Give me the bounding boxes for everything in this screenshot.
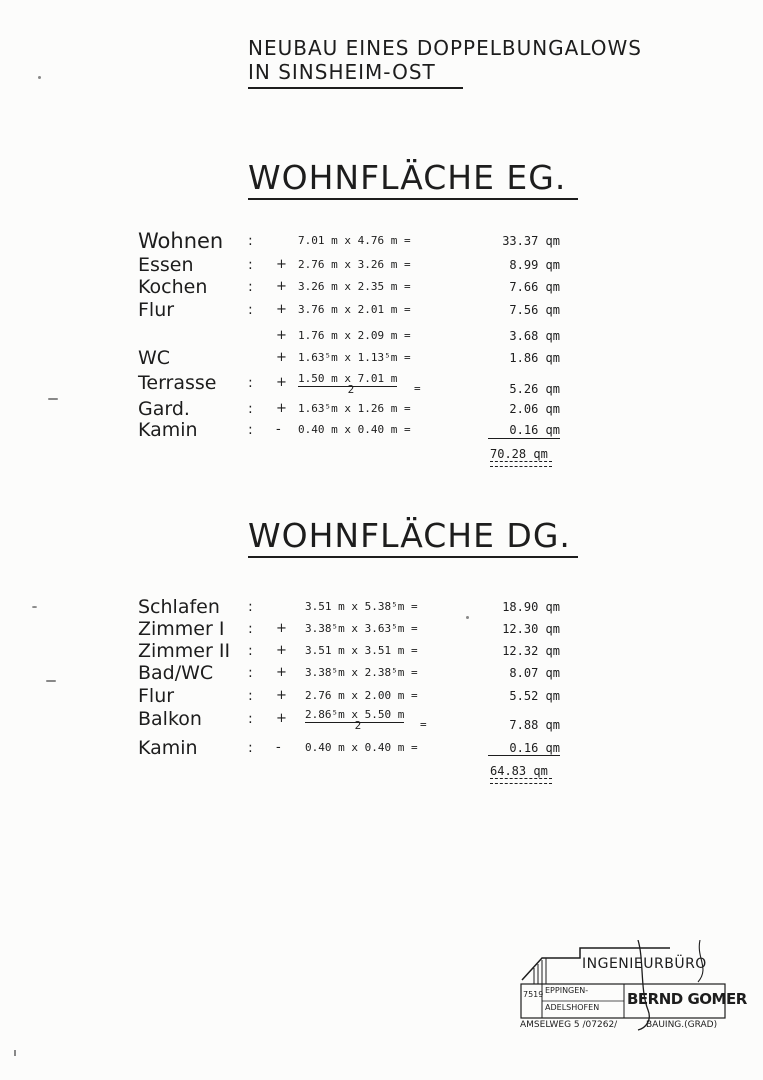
row-equals: =	[414, 382, 421, 395]
row-label: Zimmer I	[138, 618, 225, 640]
row-colon: :	[248, 279, 253, 295]
row-label: Kamin	[138, 419, 198, 441]
row-operator: +	[276, 401, 287, 416]
row-label: Flur	[138, 299, 175, 321]
row-operator: +	[276, 711, 287, 726]
row-result: 8.99 qm	[509, 258, 560, 272]
scan-speck	[32, 606, 37, 608]
row-colon: :	[248, 233, 253, 249]
heading-eg: WOHNFLÄCHE EG.	[248, 158, 567, 197]
row-operator: +	[276, 665, 287, 680]
row-operator: +	[276, 375, 287, 390]
row-result: 3.68 qm	[509, 329, 560, 343]
row-formula: 3.26 m x 2.35 m =	[298, 280, 411, 293]
row-operator: +	[276, 279, 287, 294]
row-label: Terrasse	[138, 372, 217, 394]
row-formula: 1.63⁵m x 1.13⁵m =	[298, 351, 411, 364]
row-formula: 1.63⁵m x 1.26 m =	[298, 402, 411, 415]
row-formula: 3.38⁵m x 2.38⁵m =	[305, 666, 418, 679]
heading-dg-underline	[248, 556, 578, 558]
row-label: Essen	[138, 254, 194, 276]
sum-rule	[488, 755, 560, 756]
row-result: 7.88 qm	[509, 718, 560, 732]
stamp-address: AMSELWEG 5 /07262/	[520, 1020, 618, 1030]
project-title-line2: IN SINSHEIM-OST	[248, 60, 436, 84]
row-result: 0.16 qm	[509, 423, 560, 437]
total-area: 70.28 qm	[490, 447, 548, 461]
scan-speck	[38, 76, 41, 79]
row-formula: 3.51 m x 3.51 m =	[305, 644, 418, 657]
title-underline	[248, 87, 463, 89]
row-formula	[298, 368, 398, 396]
stamp-postcode: 7519	[523, 990, 544, 999]
row-label: Gard.	[138, 398, 190, 420]
row-result: 2.06 qm	[509, 402, 560, 416]
row-colon: :	[248, 302, 253, 318]
double-underline	[490, 778, 552, 784]
row-result: 0.16 qm	[509, 741, 560, 755]
row-colon: :	[248, 422, 253, 438]
row-result: 12.30 qm	[502, 622, 560, 636]
scan-speck	[14, 1050, 16, 1056]
row-result: 7.66 qm	[509, 280, 560, 294]
row-operator: +	[276, 257, 287, 272]
row-formula: 2.76 m x 3.26 m =	[298, 258, 411, 271]
row-label: WC	[138, 347, 171, 369]
stamp-town-line1: EPPINGEN-	[545, 986, 589, 995]
row-formula: 2.76 m x 2.00 m =	[305, 689, 418, 702]
row-equals: =	[420, 718, 427, 731]
project-title-line1: NEUBAU EINES DOPPELBUNGALOWS	[248, 36, 643, 60]
double-underline	[490, 461, 552, 467]
row-formula: 0.40 m x 0.40 m =	[305, 741, 418, 754]
fraction-numerator: 2.86⁵m x 5.50 m	[305, 708, 405, 721]
sum-rule	[488, 438, 560, 439]
total-area: 64.83 qm	[490, 764, 548, 778]
row-colon: :	[248, 621, 253, 637]
row-colon: :	[248, 688, 253, 704]
row-result: 12.32 qm	[502, 644, 560, 658]
fraction-numerator: 1.50 m x 7.01 m	[298, 372, 398, 385]
row-formula	[305, 704, 405, 732]
row-formula: 1.76 m x 2.09 m =	[298, 329, 411, 342]
row-result: 18.90 qm	[502, 600, 560, 614]
row-label: Kochen	[138, 276, 208, 298]
heading-eg-underline	[248, 198, 578, 200]
row-operator: +	[276, 643, 287, 658]
row-result: 5.26 qm	[509, 382, 560, 396]
row-label: Schlafen	[138, 596, 220, 618]
row-colon: :	[248, 643, 253, 659]
stamp-title: INGENIEURBÜRO	[582, 956, 707, 972]
row-result: 7.56 qm	[509, 303, 560, 317]
fraction-denominator: 2	[347, 383, 355, 396]
row-colon: :	[248, 401, 253, 417]
row-label: Wohnen	[138, 229, 224, 253]
row-result: 8.07 qm	[509, 666, 560, 680]
row-operator: +	[276, 328, 287, 343]
row-colon: :	[248, 375, 253, 391]
fraction-denominator: 2	[354, 719, 362, 732]
row-operator: +	[276, 350, 287, 365]
row-operator: +	[276, 621, 287, 636]
row-operator: -	[276, 422, 281, 437]
row-operator: +	[276, 302, 287, 317]
row-formula: 3.38⁵m x 3.63⁵m =	[305, 622, 418, 635]
scan-speck	[48, 398, 58, 400]
row-colon: :	[248, 257, 253, 273]
row-operator: -	[276, 740, 281, 755]
row-label: Kamin	[138, 737, 198, 759]
engineer-stamp	[520, 940, 747, 1032]
scan-speck	[466, 616, 469, 619]
row-label: Flur	[138, 685, 175, 707]
row-formula: 7.01 m x 4.76 m =	[298, 234, 411, 247]
heading-dg: WOHNFLÄCHE DG.	[248, 516, 571, 555]
row-label: Zimmer II	[138, 640, 231, 662]
row-result: 1.86 qm	[509, 351, 560, 365]
row-colon: :	[248, 599, 253, 615]
row-formula: 3.51 m x 5.38⁵m =	[305, 600, 418, 613]
row-label: Bad/WC	[138, 662, 214, 684]
row-operator: +	[276, 688, 287, 703]
row-colon: :	[248, 665, 253, 681]
row-colon: :	[248, 711, 253, 727]
stamp-name: BERND GOMER	[627, 990, 747, 1008]
row-formula: 3.76 m x 2.01 m =	[298, 303, 411, 316]
row-result: 5.52 qm	[509, 689, 560, 703]
scan-speck	[46, 680, 56, 682]
row-colon: :	[248, 740, 253, 756]
row-label: Balkon	[138, 708, 202, 730]
stamp-degree: BAUING.(GRAD)	[646, 1020, 718, 1030]
row-result: 33.37 qm	[502, 234, 560, 248]
row-formula: 0.40 m x 0.40 m =	[298, 423, 411, 436]
stamp-town-line2: ADELSHOFEN	[545, 1003, 600, 1012]
